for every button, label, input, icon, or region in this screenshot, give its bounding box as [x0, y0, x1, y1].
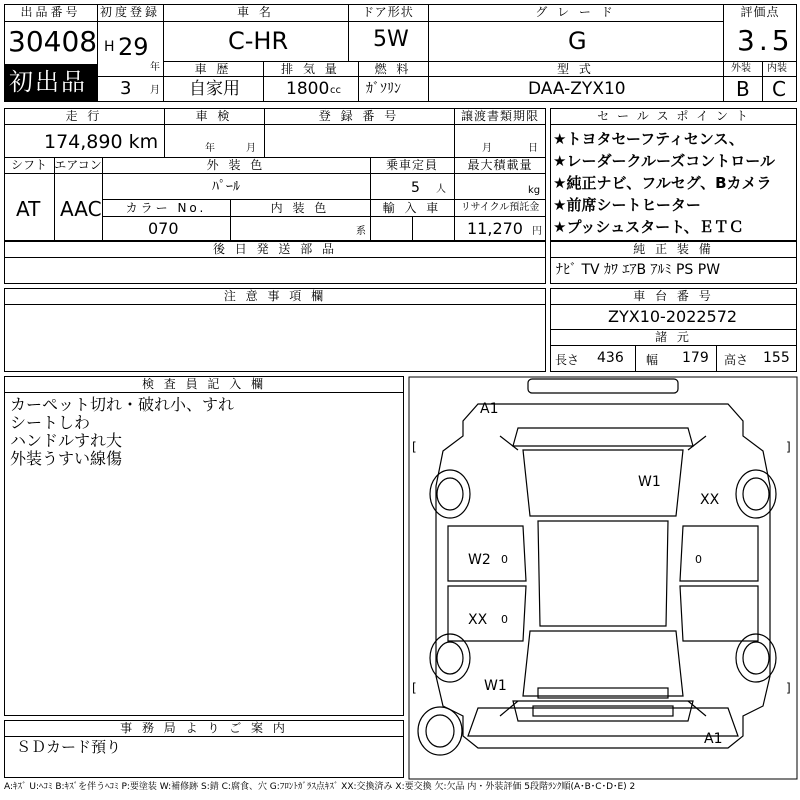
height-label: 高さ — [724, 353, 749, 367]
length-value: 436 — [597, 350, 624, 366]
notes-label: 注 意 事 項 欄 — [223, 289, 327, 303]
color-number-label: カラー No. — [125, 201, 207, 215]
grade-label: グ レ ー ド — [535, 5, 616, 19]
car-name: C-HR — [228, 27, 289, 55]
reg-month: 3 — [120, 78, 132, 99]
bracket-mark: ] — [786, 681, 791, 695]
height-value: 155 — [763, 350, 790, 366]
recycle-deposit: 11,270 — [467, 219, 523, 238]
interior-color-label: 内 装 色 — [270, 201, 330, 215]
inspection-label: 車 検 — [195, 109, 233, 123]
damage-mark: 0 — [695, 553, 702, 566]
aircon-label: エアコン — [54, 158, 102, 172]
transfer-day-unit: 日 — [528, 143, 538, 154]
width-label: 幅 — [646, 353, 659, 367]
sales-point-item: ★前席シートヒーター — [553, 196, 701, 214]
max-load-label: 最大積載量 — [467, 158, 533, 172]
mileage: 174,890 km — [44, 131, 159, 153]
bracket-mark: [ — [412, 440, 417, 454]
sales-points-label: セ ー ル ス ポ イ ン ト — [597, 109, 750, 123]
doors-label: ドア形状 — [362, 5, 414, 19]
mileage-label: 走 行 — [65, 109, 103, 123]
equipment-label: 純 正 装 備 — [633, 242, 714, 256]
inspector-note: カーペット切れ・破れ小、すれ — [10, 395, 235, 414]
fuel-label: 燃 料 — [374, 62, 412, 76]
aircon-type: AAC — [60, 197, 102, 221]
reg-year: 29 — [118, 33, 149, 61]
inspector-label: 検 査 員 記 入 欄 — [141, 377, 267, 391]
era-letter: H — [104, 39, 115, 55]
exterior-label: 外装 — [731, 63, 751, 74]
inspector-note: シートしわ — [10, 413, 91, 432]
transfer-deadline-label: 譲渡書類期限 — [460, 109, 539, 123]
fuel-type: ｶﾞｿﾘﾝ — [366, 81, 401, 97]
sales-point-item: ★純正ナビ、フルセグ、Bカメラ — [553, 174, 772, 192]
door-type: 5W — [373, 27, 409, 52]
dimensions-label: 諸 元 — [655, 330, 692, 344]
year-unit: 年 — [150, 62, 160, 73]
width-value: 179 — [682, 350, 709, 366]
history-label: 車 歴 — [194, 62, 232, 76]
interior-grade: C — [772, 77, 786, 101]
seats-unit: 人 — [436, 184, 446, 195]
office-label: 事 務 局 よ り ご 案 内 — [120, 721, 288, 735]
sales-point-item: ★プッシュスタート、ＥＴＣ — [553, 218, 744, 236]
recycle-deposit-label: リサイクル預託金 — [460, 202, 540, 213]
damage-mark: W2 — [468, 552, 491, 568]
damage-mark: A1 — [480, 401, 499, 417]
displacement-label: 排 気 量 — [281, 62, 340, 76]
inspector-note: ハンドルすれ大 — [10, 431, 123, 450]
inspection-year-unit: 年 — [205, 143, 215, 154]
interior-label: 内装 — [767, 63, 787, 74]
color-number: 070 — [148, 219, 179, 238]
damage-mark: XX — [468, 612, 488, 628]
load-unit: kg — [528, 185, 541, 196]
cc-unit: cc — [330, 85, 341, 96]
interior-color-unit: 系 — [356, 226, 366, 237]
chassis-label: 車 台 番 号 — [633, 289, 714, 303]
grade: G — [568, 27, 587, 55]
month-unit: 月 — [150, 85, 160, 96]
lot-number-label: 出品番号 — [20, 5, 81, 19]
first-reg-label: 初度登録 — [99, 5, 160, 19]
import-label: 輸 入 車 — [382, 201, 442, 215]
registration-label: 登 録 番 号 — [318, 109, 400, 123]
shift-label: シフト — [10, 158, 47, 172]
seats-label: 乗車定員 — [385, 158, 438, 172]
inspection-month-unit: 月 — [246, 143, 256, 154]
color-label: 外 装 色 — [206, 158, 266, 172]
evaluation-score: 3.5 — [737, 24, 794, 57]
vehicle-info-block — [4, 108, 546, 241]
recycle-unit: 円 — [532, 226, 542, 237]
shift-type: AT — [16, 197, 41, 221]
inspector-note: 外装うすい線傷 — [10, 449, 123, 468]
later-parts-label: 後 日 発 送 部 品 — [212, 242, 338, 256]
lot-number: 30408 — [8, 25, 98, 58]
seating-capacity: 5 — [411, 180, 420, 196]
damage-mark: XX — [700, 492, 720, 508]
model-label: 型 式 — [557, 62, 594, 76]
transfer-month-unit: 月 — [482, 143, 492, 154]
legend: A:ｷｽﾞ U:ﾍｺﾐ B:ｷｽﾞを伴うﾍｺﾐ P:要塗装 W:補修跡 S:錆 C:腐食、穴 G:ﾌﾛﾝﾄｶﾞﾗｽ点ｷｽﾞ XX:交換済み X:要交換 欠:欠品 内・外装評価 5段階ﾗﾝｸ順(A･B･C･D･E) 2 — [4, 782, 636, 792]
car-history: 自家用 — [189, 79, 240, 99]
bracket-mark: [ — [412, 681, 417, 695]
damage-mark: A1 — [704, 731, 723, 747]
car-inspection-diagram — [408, 376, 798, 780]
model-code: DAA-ZYX10 — [528, 79, 626, 99]
first-listing-label: 初出品 — [9, 68, 87, 96]
chassis-number: ZYX10-2022572 — [608, 307, 738, 326]
length-label: 長さ — [555, 353, 580, 367]
damage-mark: 0 — [501, 553, 508, 566]
bracket-mark: ] — [786, 440, 791, 454]
office-note: ＳＤカード預り — [16, 738, 122, 756]
displacement: 1800 — [286, 79, 330, 99]
damage-mark: 0 — [501, 613, 508, 626]
damage-mark: W1 — [638, 474, 661, 490]
score-label: 評価点 — [740, 5, 780, 19]
sales-point-item: ★トヨタセーフティセンス、 — [553, 130, 744, 148]
damage-mark: W1 — [484, 678, 507, 694]
equipment-list: ﾅﾋﾞ TV ｶﾜ ｴｱB ｱﾙﾐ PS PW — [556, 262, 721, 278]
sales-point-item: ★レーダークルーズコントロール — [553, 152, 775, 170]
exterior-color: ﾊﾟｰﾙ — [212, 179, 240, 195]
car-name-label: 車 名 — [237, 5, 274, 19]
exterior-grade: B — [736, 77, 750, 101]
